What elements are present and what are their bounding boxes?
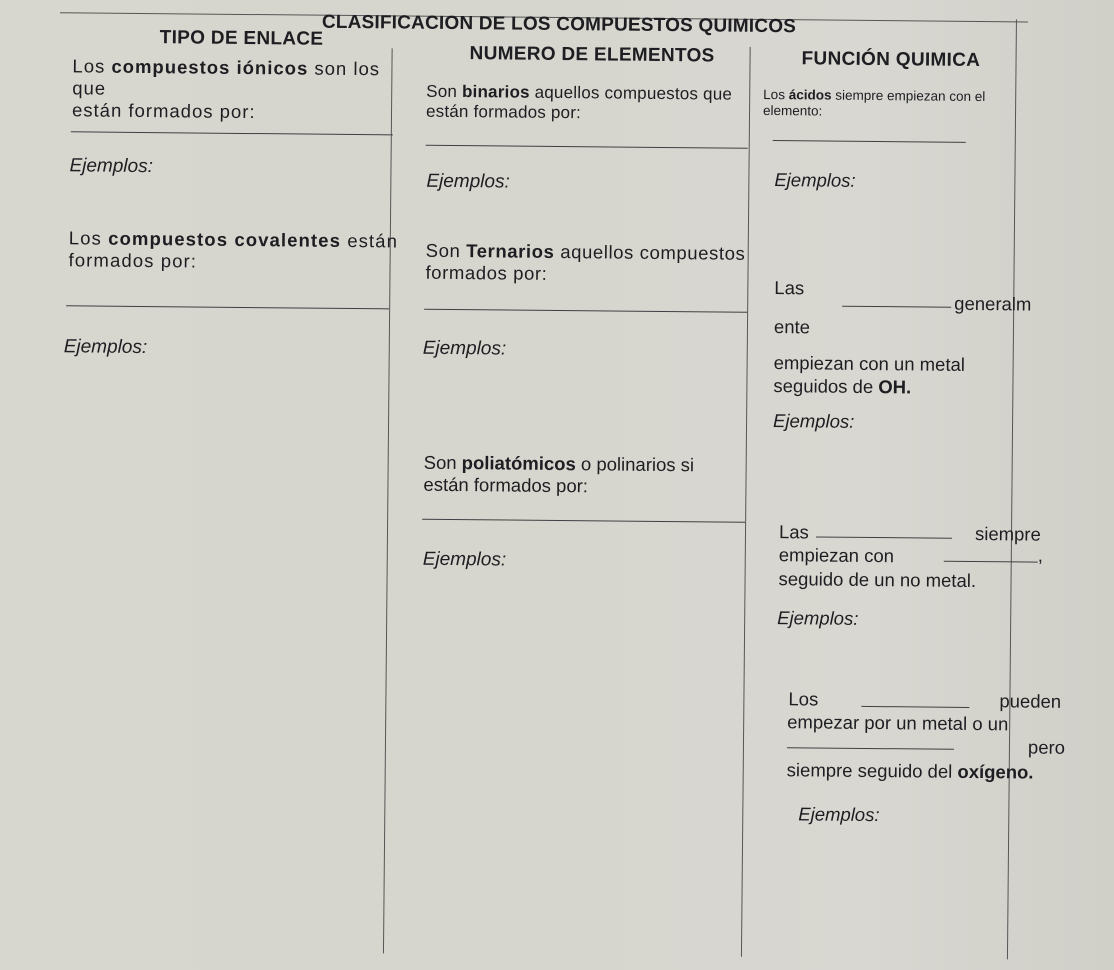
covalent-answer-blank <box>66 305 389 309</box>
binary-examples-label: Ejemplos: <box>426 170 510 193</box>
worksheet-title: CLASIFICACION DE LOS COMPUESTOS QUIMICOS <box>321 11 797 38</box>
bases-generalmente-fragment: generalm <box>954 292 1032 315</box>
bases-metal-rule: empiezan con un metal <box>773 352 966 375</box>
acid-examples-label: Ejemplos: <box>774 169 856 191</box>
oxides-los-label: Los <box>788 688 819 710</box>
covalent-examples-label: Ejemplos: <box>63 336 148 359</box>
polyatomic-examples-label: Ejemplos: <box>422 548 507 571</box>
ionic-examples-label: Ejemplos: <box>69 155 154 178</box>
bases-examples-label: Ejemplos: <box>772 410 855 432</box>
covalent-compounds-prompt: Los compuestos covalentes están formados por: <box>68 227 399 272</box>
left-column-divider <box>383 48 393 953</box>
right-border <box>1007 19 1017 959</box>
header-numero-de-elementos: NUMERO DE ELEMENTOS <box>469 43 715 67</box>
bases-name-blank <box>842 306 951 308</box>
salts-empiezan-label: empiezan con <box>778 544 895 567</box>
oxides-element-blank <box>787 747 954 750</box>
acids-prompt: Los ácidos siempre empiezan con el elemento: <box>762 86 986 119</box>
ternary-answer-blank <box>424 309 747 313</box>
bases-oh-rule: seguidos de OH. <box>773 375 912 398</box>
salts-examples-label: Ejemplos: <box>777 607 859 629</box>
oxides-empezar-rule: empezar por un metal o un <box>787 711 1009 735</box>
middle-column-divider <box>741 47 751 957</box>
ternary-compounds-prompt: Son Ternarios aquellos compuestos formados por: <box>425 239 746 284</box>
ternary-examples-label: Ejemplos: <box>422 337 507 360</box>
oxides-pueden-label: pueden <box>999 690 1062 712</box>
bases-las-label: Las <box>774 277 805 299</box>
salts-las-label: Las <box>778 521 809 543</box>
bases-ente-fragment: ente <box>773 316 811 338</box>
polyatomic-answer-blank <box>422 519 745 523</box>
oxides-name-blank <box>861 706 969 708</box>
salts-name-blank <box>816 536 952 538</box>
ionic-compounds-prompt: Los compuestos iónicos son los que están formados por: <box>71 55 381 122</box>
acid-element-blank <box>773 140 966 143</box>
header-tipo-de-enlace: TIPO DE ENLACE <box>159 27 324 50</box>
oxides-pero-label: pero <box>1027 736 1066 758</box>
binary-answer-blank <box>426 145 748 149</box>
salts-nonmetal-rule: seguido de un no metal. <box>778 568 977 592</box>
polyatomic-compounds-prompt: Son poliatómicos o polinarios si están formados por: <box>423 451 695 497</box>
ionic-answer-blank <box>71 131 393 135</box>
header-funcion-quimica: FUNCIÓN QUIMICA <box>801 48 981 72</box>
chemical-compounds-classification-worksheet <box>31 10 1070 970</box>
salts-siempre-label: siempre <box>974 523 1041 545</box>
binary-compounds-prompt: Son binarios aquellos compuestos que están formados por: <box>425 81 733 123</box>
oxides-oxygen-rule: siempre seguido del oxígeno. <box>786 759 1034 783</box>
salts-comma: , <box>1037 544 1044 566</box>
oxides-examples-label: Ejemplos: <box>798 803 880 826</box>
salts-start-blank <box>944 561 1038 563</box>
